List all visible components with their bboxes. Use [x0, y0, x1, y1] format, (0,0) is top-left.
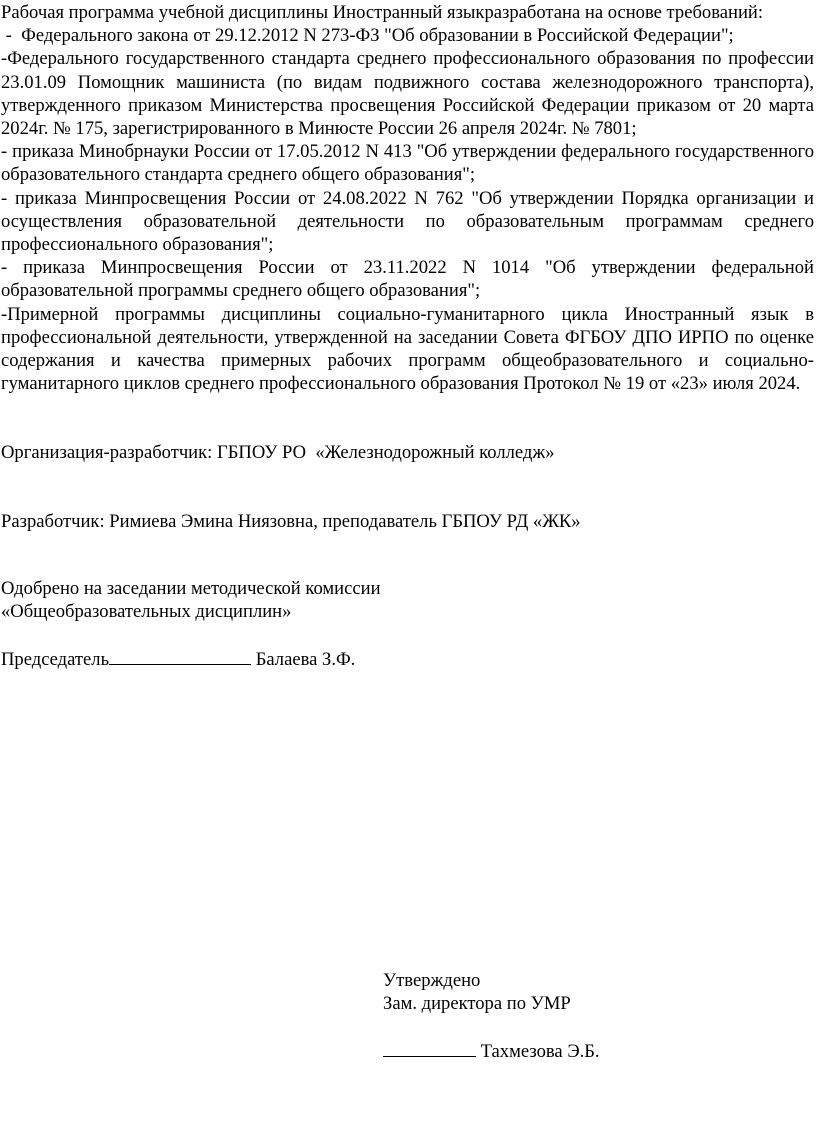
developer-text: Разработчик: Римиева Эмина Ниязовна, преподаватель ГБПОУ РД «ЖК» [1, 511, 581, 532]
requirement-order-762: - приказа Минпросвещения России от 24.08.2022 N 762 "Об утверждении Порядка организации и осуществления образовательной деятельности по образовательным программам среднего профессионального образования"; [1, 187, 814, 256]
approval-title: Утверждено [383, 970, 481, 991]
developer-block [1, 510, 814, 533]
requirement-federal-law: - Федерального закона от 29.12.2012 N 273-ФЗ "Об образовании в Российской Федерации"; [1, 25, 734, 47]
requirement-federal-standard: -Федерального государственного стандарта среднего профессионального образования по профессии 23.01.09 Помощник машиниста (по видам подвижного состава железнодорожного транспорта), утвержденного приказом Министерства просвещения Российской Федерации приказом от 20 марта 2024г. № 175, зарегистрированного в Минюсте России 26 апреля 2024г. № 7801; [1, 48, 814, 140]
chair-signature-line [109, 646, 251, 665]
approval-name: Тахмезова Э.Б. [480, 1041, 600, 1063]
commission-block [1, 577, 814, 623]
commission-line-2: «Общеобразовательных дисциплин» [1, 601, 292, 623]
requirement-order-1014: - приказа Минпросвещения России от 23.11.2022 N 1014 "Об утверждении федеральной образовательной программы среднего общего образования"; [1, 257, 814, 302]
approval-signature-row [383, 1038, 803, 1063]
requirements-section [1, 1, 814, 395]
organization-text: Организация-разработчик: ГБПОУ РО «Железнодорожный колледж» [1, 442, 555, 463]
approval-position: Зам. директора по УМР [383, 993, 571, 1015]
chair-label: Председатель [1, 649, 110, 670]
intro-paragraph: Рабочая программа учебной дисциплины Иностранный языкразработана на основе требований: [1, 2, 764, 23]
chair-name: Балаева З.Ф. [255, 649, 356, 670]
approval-block [383, 969, 803, 1064]
chair-signature-row [1, 646, 814, 671]
chair-block [1, 646, 814, 671]
organization-block [1, 441, 814, 464]
requirement-order-413: - приказа Минобрнауки России от 17.05.2012 N 413 "Об утверждении федерального государственного образовательного стандарта среднего общего образования"; [1, 141, 814, 186]
requirement-sample-program: -Примерной программы дисциплины социально-гуманитарного цикла Иностранный язык в профессиональной деятельности, утвержденной на заседании Совета ФГБОУ ДПО ИРПО по оценке содержания и качества примерных рабочих программ общеобразовательного и социально-гуманитарного циклов среднего профессионального образования Протокол № 19 от «23» июля 2024. [1, 303, 814, 395]
approval-signature-line [383, 1038, 476, 1057]
commission-line-1: Одобрено на заседании методической комиссии [1, 578, 381, 599]
